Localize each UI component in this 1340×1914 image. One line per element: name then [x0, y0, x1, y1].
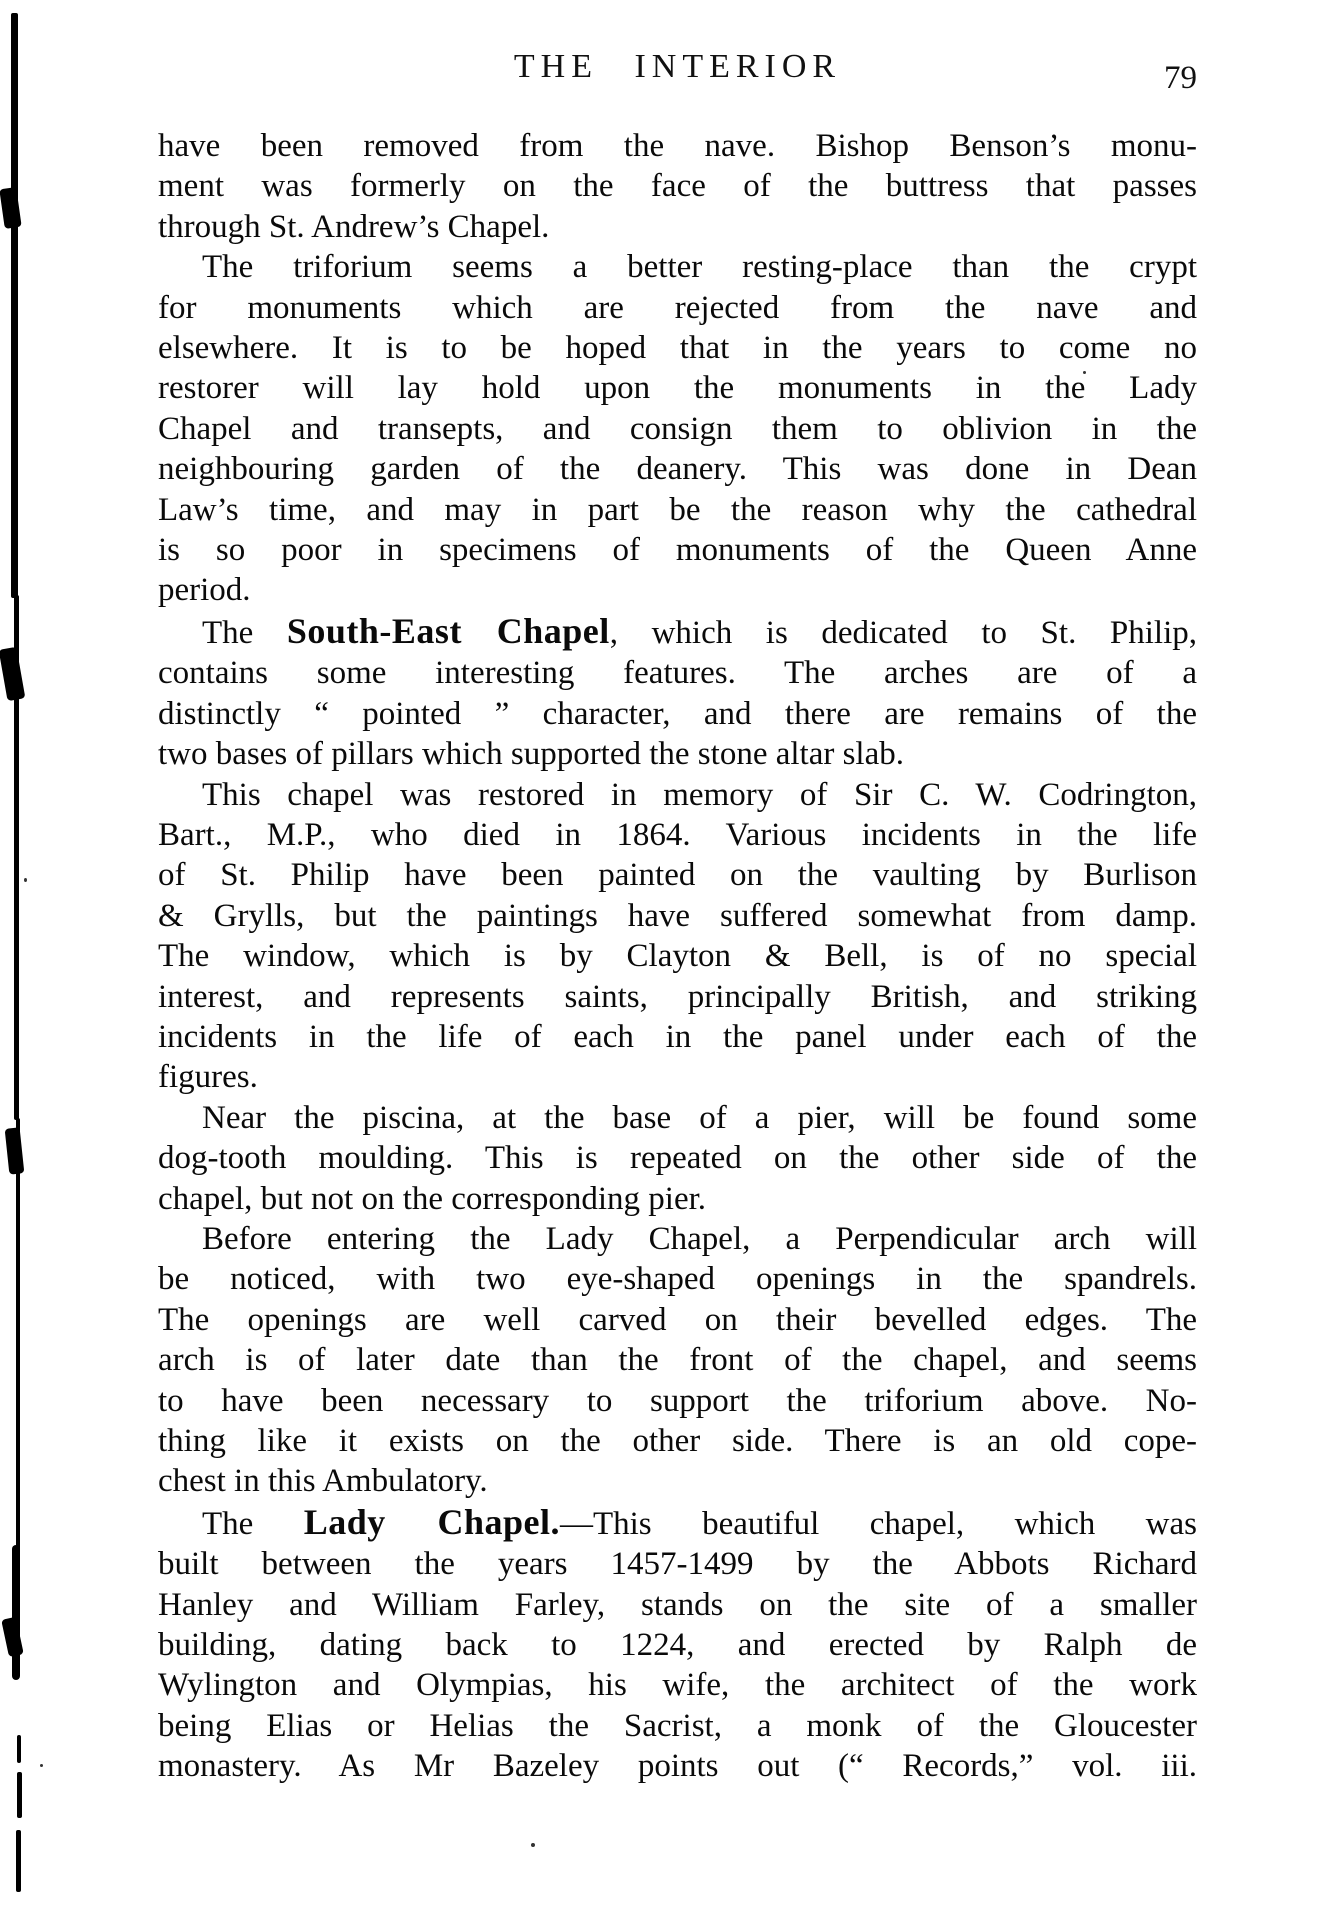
scan-artifact-speck-4 — [40, 1764, 43, 1767]
text-segment: for monuments which are rejected from the nave and — [158, 289, 1197, 326]
text-line — [158, 1502, 1197, 1544]
text-line — [158, 1057, 1197, 1097]
text-segment: through St. Andrew’s Chapel. — [158, 208, 550, 245]
text-segment: building, dating back to 1224, and erected by Ralph de — [158, 1627, 1197, 1664]
text-line — [158, 734, 1197, 774]
inline-heading: Lady Chapel. — [303, 1501, 560, 1542]
page-number: 79 — [1164, 60, 1197, 96]
text-segment: Wylington and Olympias, his wife, the architect of the work — [158, 1667, 1197, 1704]
text-segment: Law’s time, and may in part be the reason why the cathedral — [158, 491, 1197, 528]
text-segment: contains some interesting features. The arches are of a — [158, 655, 1197, 692]
text-segment: neighbouring garden of the deanery. This was done in Dean — [158, 451, 1197, 488]
text-line — [158, 1544, 1197, 1584]
text-line — [158, 207, 1197, 247]
scan-artifact-hook-1 — [0, 187, 22, 229]
text-line — [158, 896, 1197, 936]
text-line — [158, 1340, 1197, 1380]
text-segment: ment was formerly on the face of the buttress that passes — [158, 168, 1197, 205]
text-segment: distinctly “ pointed ” character, and there are remains of the — [158, 695, 1197, 732]
text-line — [158, 611, 1197, 653]
text-line — [158, 1381, 1197, 1421]
text-segment: The — [202, 614, 287, 651]
text-segment: have been removed from the nave. Bishop Benson’s monu- — [158, 128, 1197, 164]
scan-artifact-hook-3 — [5, 1127, 25, 1174]
text-line — [158, 775, 1197, 815]
text-line — [158, 694, 1197, 734]
text-segment: two bases of pillars which supported the stone altar slab. — [158, 736, 904, 773]
text-segment: being Elias or Helias the Sacrist, a monk of the Gloucester — [158, 1707, 1197, 1744]
text-segment: arch is of later date than the front of the chapel, and seems — [158, 1342, 1197, 1379]
text-segment: elsewhere. It is to be hoped that in the years to come no — [158, 330, 1197, 367]
text-line — [158, 126, 1197, 166]
text-line — [158, 977, 1197, 1017]
running-title: THE INTERIOR — [513, 48, 842, 85]
text-line — [158, 247, 1197, 287]
text-line — [158, 1219, 1197, 1259]
text-segment: restorer will lay hold upon the monuments in the Lady — [158, 370, 1197, 407]
text-segment: The — [202, 1505, 304, 1542]
text-line — [158, 1585, 1197, 1625]
text-segment: incidents in the life of each in the panel under each of the — [158, 1018, 1197, 1055]
scan-artifact-binding-line-low — [16, 1118, 20, 1558]
text-line — [158, 1179, 1197, 1219]
text-segment: The triforium seems a better resting-place than the crypt — [202, 249, 1197, 286]
text-line — [158, 1300, 1197, 1340]
text-line — [158, 570, 1197, 610]
text-line — [158, 1421, 1197, 1461]
text-line — [158, 1746, 1197, 1786]
text-segment: dog-tooth moulding. This is repeated on the other side of the — [158, 1140, 1197, 1177]
text-line — [158, 328, 1197, 368]
text-line — [158, 1017, 1197, 1057]
text-segment: figures. — [158, 1059, 258, 1096]
text-segment: & Grylls, but the paintings have suffered somewhat from damp. — [158, 897, 1197, 934]
text-block — [158, 126, 1197, 1787]
text-segment: Chapel and transepts, and consign them to oblivion in the — [158, 410, 1197, 447]
text-line — [158, 368, 1197, 408]
text-segment: to have been necessary to support the triforium above. No- — [158, 1382, 1197, 1419]
inline-heading: South-East Chapel — [286, 610, 610, 651]
scan-artifact-dash-1 — [17, 1735, 21, 1763]
scan-artifact-speck-1 — [531, 1843, 535, 1847]
text-segment: The openings are well carved on their bevelled edges. The — [158, 1301, 1197, 1338]
scan-artifact-blob-1 — [12, 1545, 20, 1680]
text-segment: period. — [158, 572, 251, 609]
text-line — [158, 166, 1197, 206]
scan-artifact-binding-line-top — [11, 13, 18, 598]
text-line — [158, 490, 1197, 530]
text-line — [158, 936, 1197, 976]
scan-artifact-dash-3 — [16, 1830, 21, 1892]
text-segment: Near the piscina, at the base of a pier, will be found some — [202, 1099, 1197, 1136]
text-segment: Hanley and William Farley, stands on the site of a smaller — [158, 1586, 1197, 1623]
text-segment: monastery. As Mr Bazeley points out (“ Records,” vol. iii. — [158, 1748, 1197, 1785]
text-line — [158, 1098, 1197, 1138]
text-line — [158, 449, 1197, 489]
text-line — [158, 653, 1197, 693]
text-line — [158, 288, 1197, 328]
text-segment: built between the years 1457-1499 by the Abbots Richard — [158, 1546, 1197, 1583]
text-segment: This chapel was restored in memory of Sir C. W. Codrington, — [202, 776, 1197, 813]
scan-artifact-speck-3 — [24, 878, 27, 882]
text-line — [158, 1259, 1197, 1299]
scan-artifact-hook-2 — [0, 647, 25, 701]
text-segment: thing like it exists on the other side. There is an old cope- — [158, 1423, 1197, 1459]
text-line — [158, 1706, 1197, 1746]
text-segment: be noticed, with two eye-shaped openings in the spandrels. — [158, 1261, 1197, 1298]
text-line — [158, 1138, 1197, 1178]
text-line — [158, 1461, 1197, 1501]
scan-artifact-tick-1 — [1, 1617, 24, 1657]
text-line — [158, 1665, 1197, 1705]
text-line — [158, 530, 1197, 570]
text-segment: —This beautiful chapel, which was — [559, 1505, 1197, 1542]
text-segment: Before entering the Lady Chapel, a Perpendicular arch will — [202, 1220, 1197, 1257]
text-segment: chapel, but not on the corresponding pier. — [158, 1180, 707, 1217]
scan-artifact-dash-2 — [17, 1772, 22, 1818]
text-line — [158, 855, 1197, 895]
text-segment: chest in this Ambulatory. — [158, 1463, 488, 1500]
text-segment: , which is dedicated to St. Philip, — [609, 614, 1197, 651]
text-segment: interest, and represents saints, principally British, and striking — [158, 978, 1197, 1015]
text-line — [158, 815, 1197, 855]
text-segment: of St. Philip have been painted on the vaulting by Burlison — [158, 857, 1197, 894]
text-segment: Bart., M.P., who died in 1864. Various incidents in the life — [158, 816, 1197, 853]
text-line — [158, 409, 1197, 449]
text-segment: The window, which is by Clayton & Bell, is of no special — [158, 938, 1197, 975]
text-line — [158, 1625, 1197, 1665]
text-segment: is so poor in specimens of monuments of the Queen Anne — [158, 532, 1197, 569]
